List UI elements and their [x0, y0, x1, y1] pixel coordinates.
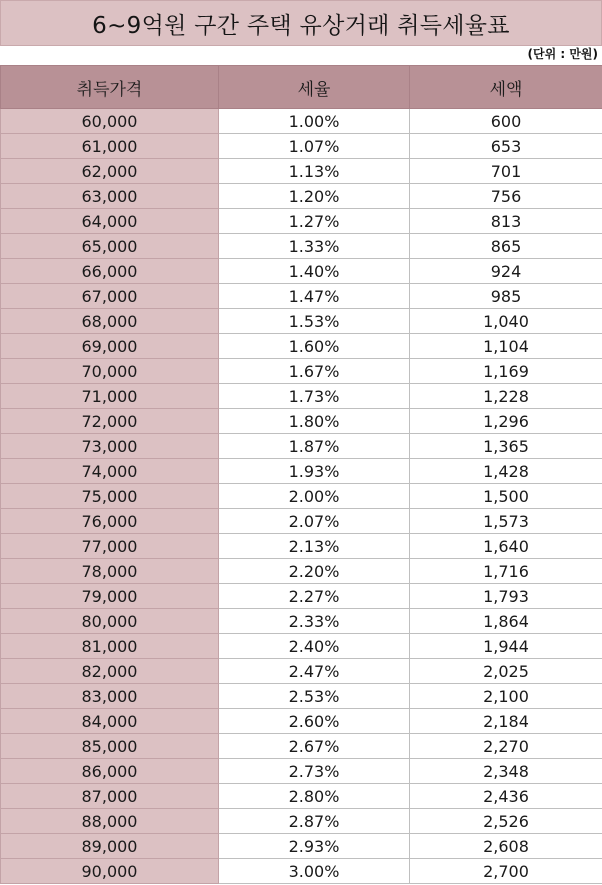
rate-cell: 2.13%	[219, 534, 410, 559]
tax-amount-cell: 756	[410, 184, 602, 209]
rate-cell: 2.07%	[219, 509, 410, 534]
tax-amount-cell: 924	[410, 259, 602, 284]
price-cell: 72,000	[1, 409, 219, 434]
tax-amount-cell: 985	[410, 284, 602, 309]
unit-note: (단위 : 만원)	[527, 47, 598, 61]
column-header-price: 취득가격	[1, 66, 219, 109]
tax-amount-cell: 2,608	[410, 834, 602, 859]
rate-cell: 1.33%	[219, 234, 410, 259]
table-row	[1, 309, 602, 334]
table-row	[1, 409, 602, 434]
table-row	[1, 134, 602, 159]
table-row	[1, 484, 602, 509]
rate-cell: 2.87%	[219, 809, 410, 834]
rate-cell: 1.27%	[219, 209, 410, 234]
rate-cell: 2.00%	[219, 484, 410, 509]
price-cell: 80,000	[1, 609, 219, 634]
rate-cell: 2.20%	[219, 559, 410, 584]
rate-cell: 1.53%	[219, 309, 410, 334]
table-row	[1, 509, 602, 534]
tax-amount-cell: 2,436	[410, 784, 602, 809]
rate-cell: 1.13%	[219, 159, 410, 184]
tax-amount-cell: 2,100	[410, 684, 602, 709]
table-row	[1, 659, 602, 684]
rate-cell: 1.93%	[219, 459, 410, 484]
price-cell: 62,000	[1, 159, 219, 184]
rate-cell: 1.47%	[219, 284, 410, 309]
tax-amount-cell: 1,944	[410, 634, 602, 659]
rate-cell: 1.80%	[219, 409, 410, 434]
rate-cell: 1.07%	[219, 134, 410, 159]
price-cell: 67,000	[1, 284, 219, 309]
table-row	[1, 859, 602, 884]
tax-amount-cell: 2,348	[410, 759, 602, 784]
price-cell: 84,000	[1, 709, 219, 734]
price-cell: 69,000	[1, 334, 219, 359]
table-row	[1, 159, 602, 184]
price-cell: 65,000	[1, 234, 219, 259]
tax-amount-cell: 865	[410, 234, 602, 259]
tax-amount-cell: 2,184	[410, 709, 602, 734]
tax-amount-cell: 813	[410, 209, 602, 234]
tax-amount-cell: 2,700	[410, 859, 602, 884]
table-row	[1, 809, 602, 834]
table-body	[1, 109, 602, 884]
tax-amount-cell: 1,573	[410, 509, 602, 534]
tax-amount-cell: 1,228	[410, 384, 602, 409]
rate-cell: 2.73%	[219, 759, 410, 784]
table-title: 6~9억원 구간 주택 유상거래 취득세율표	[0, 0, 602, 46]
table-row	[1, 634, 602, 659]
table-row	[1, 834, 602, 859]
rate-cell: 1.40%	[219, 259, 410, 284]
rate-cell: 3.00%	[219, 859, 410, 884]
price-cell: 76,000	[1, 509, 219, 534]
rate-cell: 1.00%	[219, 109, 410, 134]
table-row	[1, 109, 602, 134]
tax-amount-cell: 1,864	[410, 609, 602, 634]
rate-cell: 2.40%	[219, 634, 410, 659]
price-cell: 78,000	[1, 559, 219, 584]
tax-amount-cell: 1,169	[410, 359, 602, 384]
price-cell: 64,000	[1, 209, 219, 234]
column-header-rate: 세율	[219, 66, 410, 109]
price-cell: 71,000	[1, 384, 219, 409]
table-row	[1, 609, 602, 634]
rate-cell: 1.87%	[219, 434, 410, 459]
rate-cell: 2.80%	[219, 784, 410, 809]
table-row	[1, 209, 602, 234]
price-cell: 87,000	[1, 784, 219, 809]
table-row	[1, 434, 602, 459]
table-row	[1, 784, 602, 809]
tax-amount-cell: 1,104	[410, 334, 602, 359]
column-header-tax: 세액	[410, 66, 602, 109]
table-row	[1, 184, 602, 209]
tax-amount-cell: 1,640	[410, 534, 602, 559]
tax-amount-cell: 2,526	[410, 809, 602, 834]
price-cell: 88,000	[1, 809, 219, 834]
price-cell: 60,000	[1, 109, 219, 134]
table-row	[1, 234, 602, 259]
tax-amount-cell: 1,500	[410, 484, 602, 509]
table-row	[1, 584, 602, 609]
tax-amount-cell: 1,716	[410, 559, 602, 584]
tax-rate-table	[0, 65, 602, 884]
price-cell: 79,000	[1, 584, 219, 609]
table-row	[1, 709, 602, 734]
price-cell: 75,000	[1, 484, 219, 509]
rate-cell: 2.27%	[219, 584, 410, 609]
tax-amount-cell: 2,270	[410, 734, 602, 759]
header-row	[1, 66, 602, 109]
rate-cell: 2.47%	[219, 659, 410, 684]
rate-cell: 1.73%	[219, 384, 410, 409]
tax-amount-cell: 600	[410, 109, 602, 134]
rate-cell: 1.67%	[219, 359, 410, 384]
price-cell: 83,000	[1, 684, 219, 709]
tax-amount-cell: 1,296	[410, 409, 602, 434]
table-row	[1, 284, 602, 309]
price-cell: 66,000	[1, 259, 219, 284]
price-cell: 89,000	[1, 834, 219, 859]
tax-amount-cell: 1,793	[410, 584, 602, 609]
table-row	[1, 259, 602, 284]
tax-amount-cell: 1,365	[410, 434, 602, 459]
tax-amount-cell: 1,040	[410, 309, 602, 334]
price-cell: 70,000	[1, 359, 219, 384]
rate-cell: 2.33%	[219, 609, 410, 634]
table-row	[1, 459, 602, 484]
rate-cell: 2.67%	[219, 734, 410, 759]
price-cell: 73,000	[1, 434, 219, 459]
price-cell: 81,000	[1, 634, 219, 659]
rate-cell: 1.60%	[219, 334, 410, 359]
table-row	[1, 559, 602, 584]
price-cell: 74,000	[1, 459, 219, 484]
rate-cell: 2.60%	[219, 709, 410, 734]
price-cell: 82,000	[1, 659, 219, 684]
table-row	[1, 684, 602, 709]
price-cell: 77,000	[1, 534, 219, 559]
table-row	[1, 384, 602, 409]
price-cell: 90,000	[1, 859, 219, 884]
table-row	[1, 534, 602, 559]
table-row	[1, 759, 602, 784]
price-cell: 68,000	[1, 309, 219, 334]
table-row	[1, 334, 602, 359]
price-cell: 63,000	[1, 184, 219, 209]
tax-amount-cell: 701	[410, 159, 602, 184]
tax-amount-cell: 1,428	[410, 459, 602, 484]
rate-cell: 2.93%	[219, 834, 410, 859]
table-row	[1, 359, 602, 384]
tax-amount-cell: 653	[410, 134, 602, 159]
price-cell: 86,000	[1, 759, 219, 784]
rate-cell: 1.20%	[219, 184, 410, 209]
price-cell: 85,000	[1, 734, 219, 759]
table-row	[1, 734, 602, 759]
price-cell: 61,000	[1, 134, 219, 159]
rate-cell: 2.53%	[219, 684, 410, 709]
tax-amount-cell: 2,025	[410, 659, 602, 684]
